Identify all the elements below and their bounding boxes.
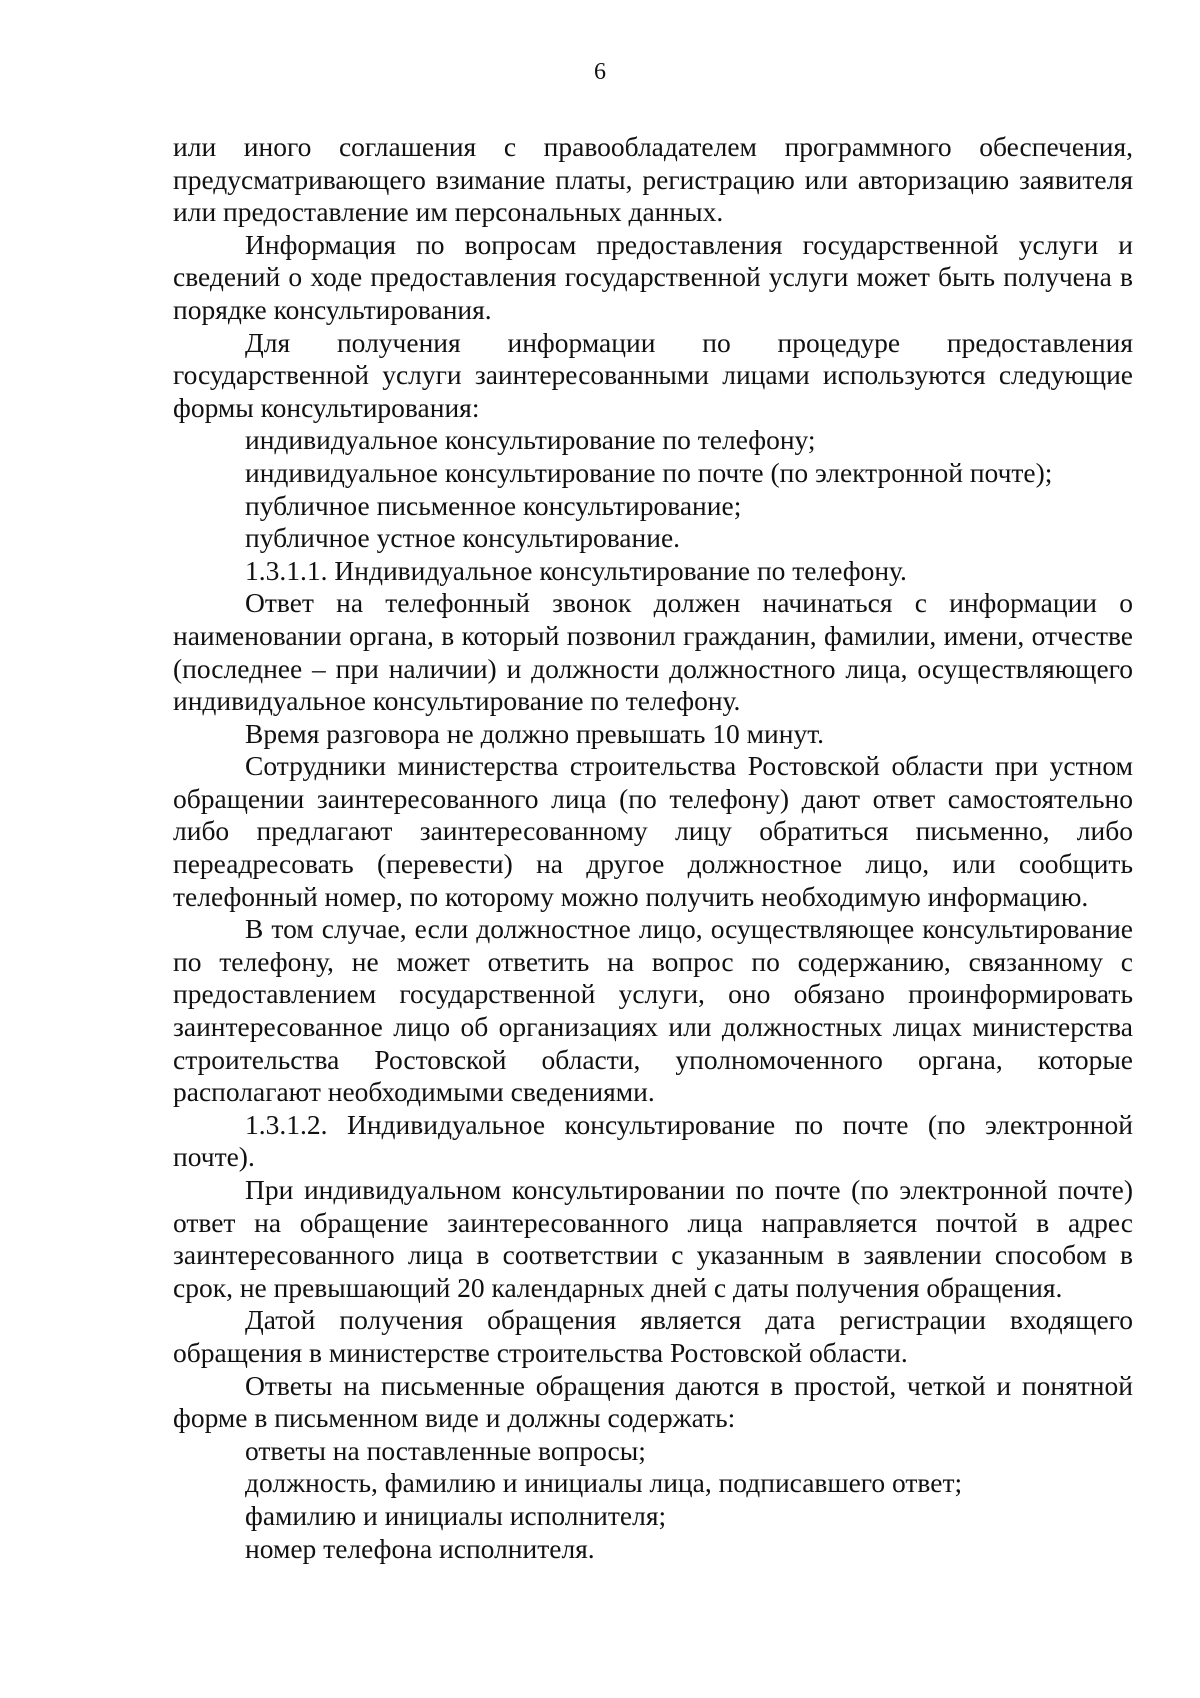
paragraph-consulting-forms: Для получения информации по процедуре предоставления государственной услуги заинтересованными лицами используются следующие формы консультирования: [173,326,1133,423]
list-item-mail-consulting: индивидуальное консультирование по почте (по электронной почте); [245,456,1053,488]
paragraph-cannot-answer: В том случае, если должностное лицо, осуществляющее консультирование по телефону, не может ответить на вопрос по содержанию, связанному с предоставлением государственной услуги, оно обязано проинформировать заинтересованное лицо об организациях или должностных лицах министерства строительства Ростовской области, уполномоченного органа, которые располагают необходимыми сведениями. [173,913,1133,1108]
paragraph-written-answers: Ответы на письменные обращения даются в простой, четкой и понятной форме в письменном виде и должны содержать: [173,1369,1133,1434]
page-number: 6 [594,59,606,85]
paragraph-mail-consulting: При индивидуальном консультировании по почте (по электронной почте) ответ на обращение заинтересованного лица направляется почтой в адрес заинтересованного лица в соответствии с указанным в заявлении способом в срок, не превышающий 20 календарных дней с даты получения обращения. [173,1174,1133,1303]
list-item-answers: ответы на поставленные вопросы; [245,1434,646,1466]
paragraph-continuation: или иного соглашения с правообладателем программного обеспечения, предусматривающего взимание платы, регистрацию или авторизацию заявителя или предоставление им персональных данных. [173,131,1133,228]
paragraph-receipt-date: Датой получения обращения является дата регистрации входящего обращения в министерстве строительства Ростовской области. [173,1304,1133,1368]
section-heading-1-3-1-1: 1.3.1.1. Индивидуальное консультирование по телефону. [245,554,907,586]
paragraph-info-consulting: Информация по вопросам предоставления государственной услуги и сведений о ходе предоставления государственной услуги может быть получена в порядке консультирования. [173,228,1133,325]
list-item-signer: должность, фамилию и инициалы лица, подписавшего ответ; [245,1467,963,1499]
list-item-executor-phone: номер телефона исполнителя. [245,1532,595,1564]
list-item-executor: фамилию и инициалы исполнителя; [245,1499,667,1531]
list-item-public-written: публичное письменное консультирование; [245,489,742,521]
document-body [173,131,1133,1565]
paragraph-staff-response: Сотрудники министерства строительства Ростовской области при устном обращении заинтересованного лица (по телефону) дают ответ самостоятельно либо предлагают заинтересованному лицу обратиться письменно, либо переадресовать (перевести) на другое должностное лицо, или сообщить телефонный номер, по которому можно получить необходимую информацию. [173,750,1133,912]
list-item-phone-consulting: индивидуальное консультирование по телефону; [245,424,816,456]
paragraph-call-duration: Время разговора не должно превышать 10 минут. [245,717,825,749]
section-heading-1-3-1-2: 1.3.1.2. Индивидуальное консультирование по почте (по электронной почте). [173,1108,1133,1173]
list-item-public-oral: публичное устное консультирование. [245,522,681,554]
paragraph-phone-answer: Ответ на телефонный звонок должен начинаться с информации о наименовании органа, в который позвонил гражданин, фамилии, имени, отчестве (последнее – при наличии) и должности должностного лица, осуществляющего индивидуальное консультирование по телефону. [173,587,1133,717]
